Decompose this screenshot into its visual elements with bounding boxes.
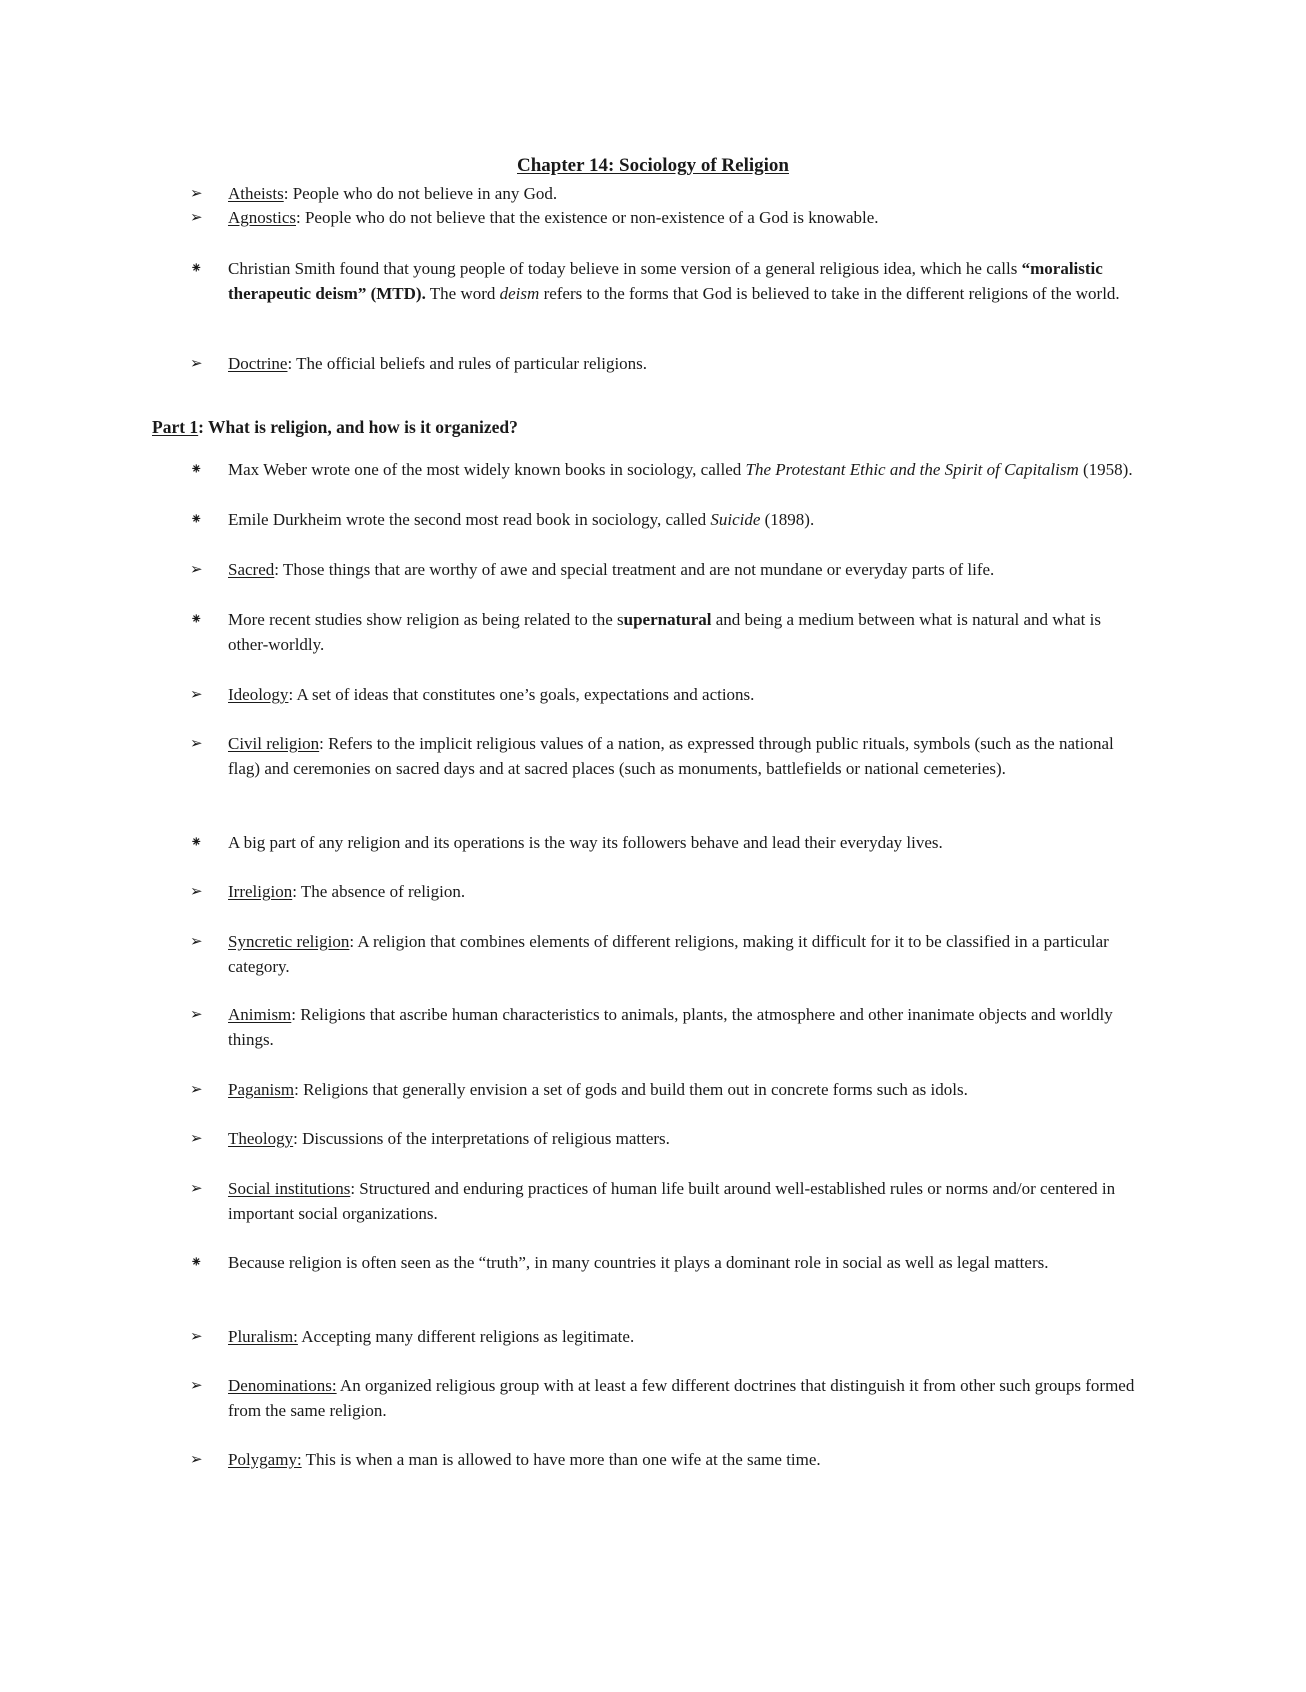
term-syncretic-religion: Syncretic religion bbox=[228, 932, 350, 951]
definition-doctrine: : The official beliefs and rules of particular religions. bbox=[287, 354, 648, 373]
term-civil-religion: Civil religion bbox=[228, 734, 320, 753]
list-item-weber bbox=[190, 457, 1150, 482]
smith-bold-term: “moralistic therapeutic deism” (MTD). bbox=[228, 259, 1103, 303]
definition-irreligion: : The absence of religion. bbox=[292, 882, 466, 901]
weber-text-b: (1958). bbox=[1078, 460, 1133, 479]
durkheim-text-b: (1898). bbox=[760, 510, 815, 529]
smith-text-b: The word bbox=[425, 284, 500, 303]
term-paganism: Paganism bbox=[228, 1080, 295, 1099]
list-item-agnostics bbox=[190, 205, 1150, 230]
term-irreligion: Irreligion bbox=[228, 882, 293, 901]
definition-atheists: : People who do not believe in any God. bbox=[283, 184, 558, 203]
definition-pluralism: Accepting many different religions as legitimate. bbox=[297, 1327, 635, 1346]
part1-title: : What is religion, and how is it organized? bbox=[198, 417, 518, 437]
list-item-polygamy bbox=[190, 1447, 1150, 1472]
page-title: Chapter 14: Sociology of Religion bbox=[517, 155, 789, 176]
list-item-truth bbox=[190, 1250, 1150, 1275]
term-polygamy: Polygamy: bbox=[228, 1450, 302, 1469]
list-item-theology bbox=[190, 1126, 1150, 1151]
list-item-animism bbox=[190, 1002, 1150, 1052]
star-bullet-icon: ⁕ bbox=[190, 510, 203, 528]
durkheim-book-title: Suicide bbox=[710, 510, 761, 529]
definition-civil-religion: : Refers to the implicit religious values of a nation, as expressed through public rituals, symbols (such as the national flag) and ceremonies on sacred days and at sacred places (such as monuments, battlefields or national cemeteries). bbox=[228, 734, 1114, 778]
term-social-institutions: Social institutions bbox=[228, 1179, 351, 1198]
arrow-bullet-icon: ➢ bbox=[190, 932, 203, 950]
list-item-irreligion bbox=[190, 879, 1150, 904]
smith-italic-term: deism bbox=[499, 284, 540, 303]
arrow-bullet-icon: ➢ bbox=[190, 1450, 203, 1468]
term-theology: Theology bbox=[228, 1129, 294, 1148]
arrow-bullet-icon: ➢ bbox=[190, 1179, 203, 1197]
star-bullet-icon: ⁕ bbox=[190, 610, 203, 628]
list-item-pluralism bbox=[190, 1324, 1150, 1349]
durkheim-text-a: Emile Durkheim wrote the second most read book in sociology, called bbox=[228, 510, 711, 529]
arrow-bullet-icon: ➢ bbox=[190, 184, 203, 202]
definition-agnostics: : People who do not believe that the existence or non-existence of a God is knowable. bbox=[296, 208, 879, 227]
list-item-big-part bbox=[190, 830, 1150, 855]
arrow-bullet-icon: ➢ bbox=[190, 560, 203, 578]
weber-book-title: The Protestant Ethic and the Spirit of Capitalism bbox=[745, 460, 1079, 479]
term-pluralism: Pluralism: bbox=[228, 1327, 298, 1346]
term-denominations: Denominations: bbox=[228, 1376, 337, 1395]
section-heading-part1 bbox=[152, 415, 518, 440]
star-bullet-icon: ⁕ bbox=[190, 833, 203, 851]
definition-denominations: An organized religious group with at least a few different doctrines that distinguish it from other such groups formed from the same religion. bbox=[228, 1376, 1135, 1420]
definition-theology: : Discussions of the interpretations of religious matters. bbox=[293, 1129, 670, 1148]
arrow-bullet-icon: ➢ bbox=[190, 1129, 203, 1147]
definition-syncretic-religion: : A religion that combines elements of different religions, making it difficult for it to be classified in a particular category. bbox=[228, 932, 1109, 976]
list-item-sacred bbox=[190, 557, 1150, 582]
list-item-durkheim bbox=[190, 507, 1150, 532]
arrow-bullet-icon: ➢ bbox=[190, 208, 203, 226]
arrow-bullet-icon: ➢ bbox=[190, 1376, 203, 1394]
list-item-paganism bbox=[190, 1077, 1150, 1102]
arrow-bullet-icon: ➢ bbox=[190, 685, 203, 703]
weber-text-a: Max Weber wrote one of the most widely known books in sociology, called bbox=[228, 460, 746, 479]
definition-sacred: : Those things that are worthy of awe and special treatment and are not mundane or everyday parts of life. bbox=[274, 560, 995, 579]
list-item-ideology bbox=[190, 682, 1150, 707]
arrow-bullet-icon: ➢ bbox=[190, 734, 203, 752]
arrow-bullet-icon: ➢ bbox=[190, 882, 203, 900]
term-ideology: Ideology bbox=[228, 685, 289, 704]
term-animism: Animism bbox=[228, 1005, 292, 1024]
definition-ideology: : A set of ideas that constitutes one’s goals, expectations and actions. bbox=[288, 685, 755, 704]
smith-text-c: refers to the forms that God is believed to take in the different religions of the world. bbox=[539, 284, 1120, 303]
term-agnostics: Agnostics bbox=[228, 208, 296, 227]
term-atheists: Atheists bbox=[228, 184, 284, 203]
star-bullet-icon: ⁕ bbox=[190, 259, 203, 277]
list-item-smith bbox=[190, 256, 1150, 306]
list-item-atheists bbox=[190, 181, 1150, 206]
list-item-denominations bbox=[190, 1373, 1150, 1423]
big-part-text: A big part of any religion and its operations is the way its followers behave and lead their everyday lives. bbox=[228, 833, 943, 852]
part1-label: Part 1 bbox=[152, 417, 199, 437]
term-doctrine: Doctrine bbox=[228, 354, 288, 373]
truth-text: Because religion is often seen as the “truth”, in many countries it plays a dominant role in social as well as legal matters. bbox=[228, 1253, 1049, 1272]
list-item-social-institutions bbox=[190, 1176, 1150, 1226]
definition-polygamy: This is when a man is allowed to have more than one wife at the same time. bbox=[301, 1450, 821, 1469]
star-bullet-icon: ⁕ bbox=[190, 460, 203, 478]
arrow-bullet-icon: ➢ bbox=[190, 1005, 203, 1023]
list-item-civil-religion bbox=[190, 731, 1150, 781]
definition-paganism: : Religions that generally envision a set of gods and build them out in concrete forms such as idols. bbox=[294, 1080, 968, 1099]
term-sacred: Sacred bbox=[228, 560, 275, 579]
arrow-bullet-icon: ➢ bbox=[190, 1327, 203, 1345]
definition-animism: : Religions that ascribe human characteristics to animals, plants, the atmosphere and other inanimate objects and worldly things. bbox=[228, 1005, 1113, 1049]
arrow-bullet-icon: ➢ bbox=[190, 1080, 203, 1098]
arrow-bullet-icon: ➢ bbox=[190, 354, 203, 372]
list-item-recent-studies bbox=[190, 607, 1150, 657]
smith-text-a: Christian Smith found that young people of today believe in some version of a general religious idea, which he calls bbox=[228, 259, 1022, 278]
list-item-doctrine bbox=[190, 351, 1150, 376]
recent-text-b: and being a medium between what is natural and what is other-worldly. bbox=[228, 610, 1101, 654]
recent-bold-term: upernatural bbox=[623, 610, 712, 629]
definition-social-institutions: : Structured and enduring practices of human life built around well-established rules or norms and/or centered in important social organizations. bbox=[228, 1179, 1116, 1223]
list-item-syncretic bbox=[190, 929, 1150, 979]
star-bullet-icon: ⁕ bbox=[190, 1253, 203, 1271]
recent-text-a: More recent studies show religion as being related to the s bbox=[228, 610, 624, 629]
